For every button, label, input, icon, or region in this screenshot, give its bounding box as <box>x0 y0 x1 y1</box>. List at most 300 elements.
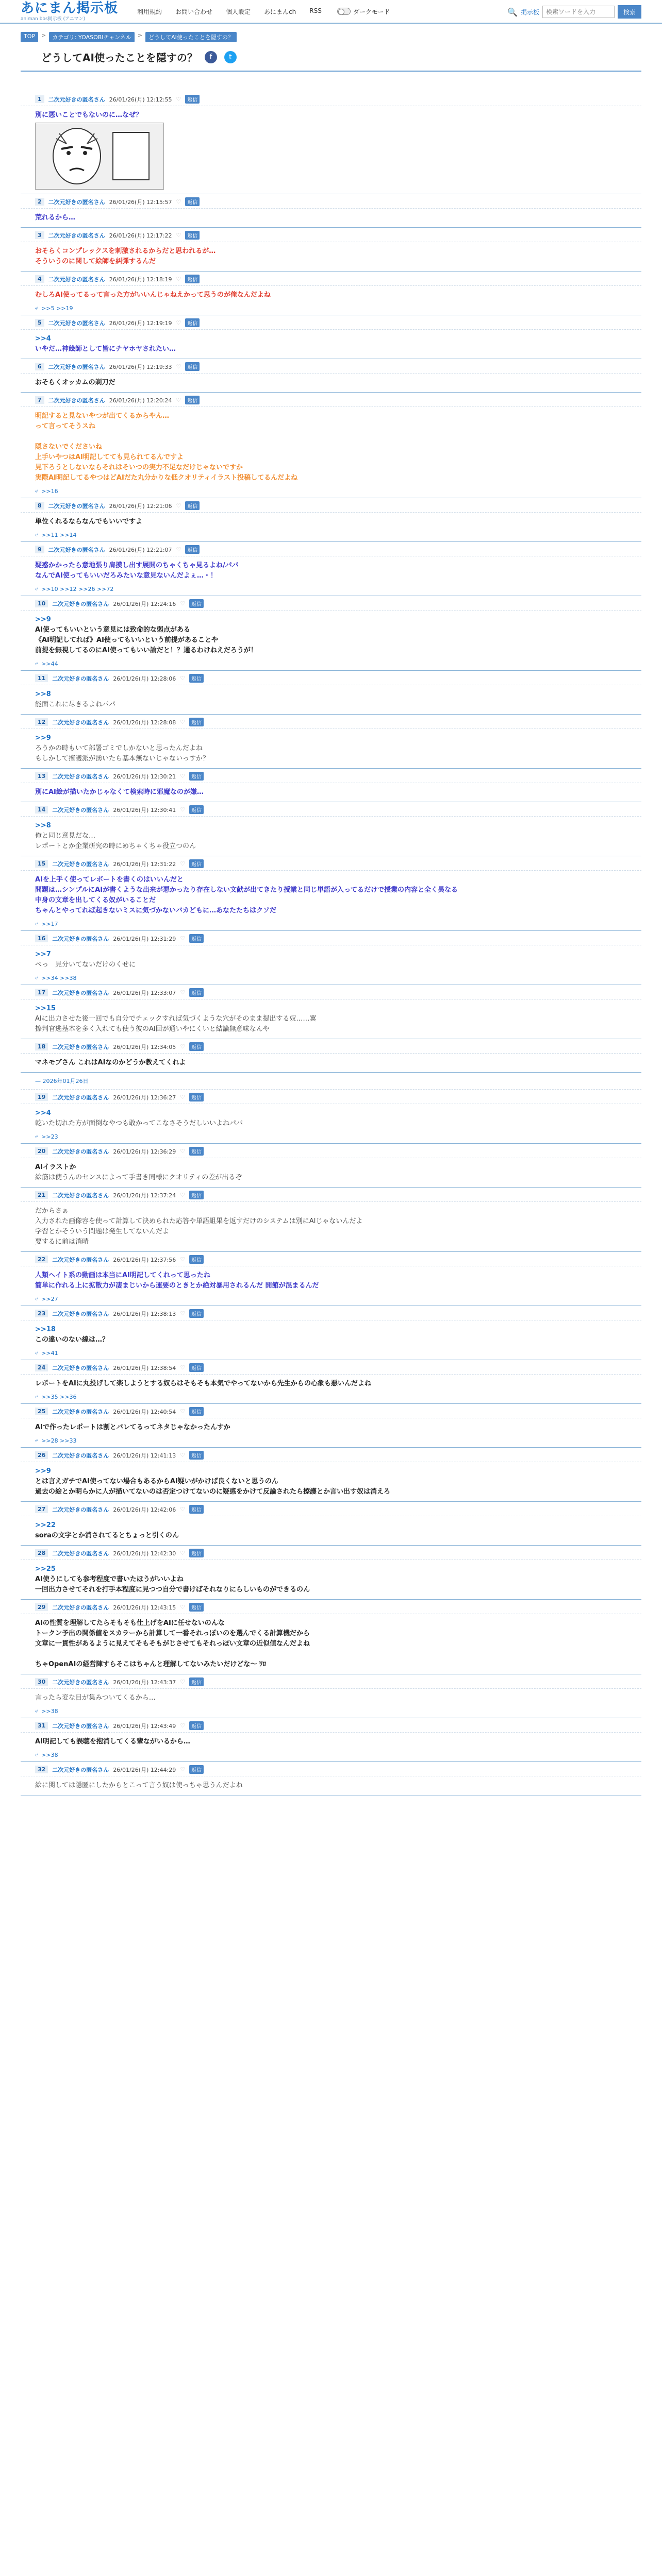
poster-name: 二次元好きの匿名さん <box>52 1408 109 1415</box>
reply-button[interactable]: 返信 <box>189 772 204 781</box>
post <box>21 931 641 985</box>
post-body <box>21 945 641 974</box>
post-date: 26/01/26(月) 12:12:55 <box>109 96 172 103</box>
post-body <box>21 1158 641 1187</box>
like-icon[interactable]: ♡ <box>180 1408 186 1415</box>
post-header <box>21 985 641 999</box>
like-icon[interactable]: ♡ <box>180 1506 186 1513</box>
post-line: 絵筋は使うんのセンスによって手書き同様にクオリティの差が出るぞ <box>35 1174 242 1181</box>
reply-button[interactable]: 返信 <box>189 599 204 608</box>
post-body <box>21 286 641 304</box>
poster-name: 二次元好きの匿名さん <box>52 1722 109 1730</box>
reply-button[interactable]: 返信 <box>185 362 200 371</box>
post-number[interactable]: 32 <box>35 1766 48 1773</box>
darkmode-label: ダークモード <box>353 8 390 15</box>
post-body <box>21 999 641 1039</box>
like-icon[interactable]: ♡ <box>176 363 181 370</box>
reply-arrow-icon: ⤶ <box>35 1133 39 1140</box>
poster-name: 二次元好きの匿名さん <box>52 719 109 726</box>
poster-name: 二次元好きの匿名さん <box>48 319 105 327</box>
like-icon[interactable]: ♡ <box>180 1094 186 1100</box>
post-date: 26/01/26(月) 12:43:49 <box>113 1722 176 1730</box>
reply-links[interactable]: >>10 >>12 >>26 >>72 <box>41 585 114 592</box>
like-icon[interactable]: ♡ <box>176 232 181 239</box>
reply-button[interactable]: 返信 <box>189 934 204 943</box>
post-date: 26/01/26(月) 12:18:19 <box>109 276 172 283</box>
post <box>21 1360 641 1404</box>
post-line: 単位くれるならなんでもいいですよ <box>35 518 143 526</box>
like-icon[interactable]: ♡ <box>180 1148 186 1155</box>
like-icon[interactable]: ♡ <box>180 773 186 779</box>
post <box>21 393 641 498</box>
like-icon[interactable]: ♡ <box>180 1766 186 1773</box>
post-header <box>21 1718 641 1733</box>
post <box>21 856 641 931</box>
post-line[interactable]: >>9 <box>35 1467 51 1475</box>
poster-name: 二次元好きの匿名さん <box>48 363 105 370</box>
post-header <box>21 315 641 330</box>
post-line[interactable]: >>22 <box>35 1521 56 1529</box>
reply-button[interactable]: 返信 <box>189 1147 204 1156</box>
darkmode-control[interactable] <box>337 7 390 16</box>
post-body <box>21 242 641 271</box>
like-icon[interactable]: ♡ <box>180 860 186 867</box>
post-date: 26/01/26(月) 12:31:22 <box>113 860 176 868</box>
post-number[interactable]: 16 <box>35 935 48 942</box>
post-line[interactable]: >>8 <box>35 822 51 829</box>
post-line: 学習とかそういう問題は発生してないんだよ <box>35 1228 170 1235</box>
top-nav <box>137 7 322 16</box>
search-button[interactable]: 検索 <box>618 5 641 19</box>
post-line: 別にAI絵が描いたかじゃなくて検索時に邪魔なのが嫌… <box>35 788 204 796</box>
reply-arrow-icon: ⤶ <box>35 1751 39 1758</box>
post-number[interactable]: 17 <box>35 989 48 996</box>
search-input[interactable] <box>542 6 615 18</box>
post-body <box>21 1776 641 1795</box>
nav-terms[interactable]: 利用規約 <box>137 8 162 15</box>
like-icon[interactable]: ♡ <box>180 1604 186 1611</box>
post-line <box>35 1649 641 1659</box>
post-replies <box>21 660 641 670</box>
like-icon[interactable]: ♡ <box>180 935 186 942</box>
poster-name: 二次元好きの匿名さん <box>52 1310 109 1317</box>
reply-button[interactable]: 返信 <box>185 545 200 554</box>
post <box>21 985 641 1039</box>
nav-rss[interactable]: RSS <box>309 7 322 14</box>
reply-links[interactable]: >>16 <box>41 487 58 495</box>
post-date: 26/01/26(月) 12:40:54 <box>113 1408 176 1415</box>
post-number[interactable]: 12 <box>35 718 48 726</box>
post <box>21 715 641 769</box>
post-replies <box>21 1349 641 1360</box>
reply-arrow-icon: ⤶ <box>35 531 39 538</box>
like-icon[interactable]: ♡ <box>180 1364 186 1371</box>
post-date: 26/01/26(月) 12:17:22 <box>109 232 172 239</box>
post-number[interactable]: 14 <box>35 806 48 814</box>
post-body <box>21 1614 641 1674</box>
reply-button[interactable]: 返信 <box>189 1549 204 1557</box>
post-header <box>21 931 641 945</box>
post-body <box>21 1462 641 1501</box>
post-header <box>21 769 641 783</box>
post-number[interactable]: 24 <box>35 1364 48 1371</box>
post-header <box>21 393 641 407</box>
post-line: 別に悪いことでもないのに…なぜ？ <box>35 111 143 119</box>
post-number[interactable]: 29 <box>35 1603 48 1611</box>
post-date: 26/01/26(月) 12:28:08 <box>113 719 176 726</box>
reply-button[interactable]: 返信 <box>185 275 200 283</box>
like-icon[interactable]: ♡ <box>176 397 181 403</box>
reply-button[interactable]: 返信 <box>189 859 204 868</box>
post-replies <box>21 1133 641 1143</box>
post-date: 26/01/26(月) 12:24:16 <box>113 600 176 607</box>
post-header <box>21 856 641 871</box>
post-body <box>21 407 641 487</box>
reply-button[interactable]: 返信 <box>189 988 204 997</box>
post-number[interactable]: 28 <box>35 1549 48 1557</box>
post-line: ちゃOpenAIの経営陣すらそこはちゃんと理解してないみたいだけどな～ ﾜﾛ <box>35 1660 266 1668</box>
post-line: 言ったら変な目が集みついてくるから… <box>35 1694 156 1702</box>
post-number[interactable]: 2 <box>35 198 44 206</box>
post-body <box>21 1054 641 1072</box>
reply-links[interactable]: >>27 <box>41 1295 58 1302</box>
like-icon[interactable]: ♡ <box>180 1722 186 1729</box>
post-header <box>21 359 641 374</box>
post-body <box>21 513 641 531</box>
post-header <box>21 228 641 242</box>
reply-links[interactable]: >>5 >>19 <box>41 304 73 312</box>
thread-title: どうしてAI使ったことを隠すの？ <box>41 52 197 64</box>
post-body <box>21 871 641 920</box>
poster-name: 二次元好きの匿名さん <box>52 806 109 814</box>
like-icon[interactable]: ♡ <box>176 502 181 509</box>
post-line: 明記すると見ないやつが出てくるからやん… <box>35 412 170 420</box>
breadcrumb-top[interactable]: TOP <box>21 32 38 42</box>
reply-button[interactable]: 返信 <box>185 95 200 104</box>
like-icon[interactable]: ♡ <box>180 1550 186 1556</box>
post-number[interactable]: 10 <box>35 600 48 607</box>
post <box>21 1502 641 1546</box>
poster-name: 二次元好きの匿名さん <box>52 600 109 607</box>
post-number[interactable]: 15 <box>35 860 48 868</box>
post-replies <box>21 585 641 596</box>
post-line: 文章に一貫性があるように見えてそもそもがじさせてもそれっぽい文章の近似値なんだよね <box>35 1640 310 1648</box>
post-line: なんでAI使ってもいいだろみたいな意見ないんだよぇ…・！ <box>35 572 217 580</box>
like-icon[interactable]: ♡ <box>180 1256 186 1263</box>
like-icon[interactable]: ♡ <box>180 600 186 607</box>
post-line[interactable]: >>4 <box>35 1109 51 1117</box>
post-header <box>21 671 641 685</box>
breadcrumb-separator: > <box>41 32 46 39</box>
like-icon[interactable]: ♡ <box>180 806 186 813</box>
post <box>21 498 641 542</box>
post-line[interactable]: >>9 <box>35 734 51 742</box>
title-divider <box>21 71 641 72</box>
darkmode-toggle[interactable] <box>337 8 351 15</box>
post-number[interactable]: 27 <box>35 1505 48 1513</box>
post-header <box>21 272 641 286</box>
facebook-share-icon[interactable]: f <box>205 51 217 63</box>
like-icon[interactable]: ♡ <box>180 1192 186 1198</box>
post-number[interactable]: 11 <box>35 674 48 682</box>
like-icon[interactable]: ♡ <box>176 198 181 205</box>
post-number[interactable]: 6 <box>35 363 44 370</box>
post-body <box>21 1266 641 1295</box>
post-line: おそらくオッカムの剃刀だ <box>35 379 115 386</box>
post-replies <box>21 1707 641 1718</box>
reply-arrow-icon: ⤶ <box>35 304 39 311</box>
reply-button[interactable]: 返信 <box>189 1505 204 1514</box>
like-icon[interactable]: ♡ <box>180 989 186 996</box>
reply-arrow-icon: ⤶ <box>35 1349 39 1356</box>
poster-name: 二次元好きの匿名さん <box>48 198 105 206</box>
reply-links[interactable]: >>28 >>33 <box>41 1437 77 1444</box>
post-line: べっ 見分いてないだけのくせに <box>35 961 136 969</box>
post <box>21 1546 641 1600</box>
post-number[interactable]: 20 <box>35 1147 48 1155</box>
post-replies <box>21 304 641 315</box>
post-number[interactable]: 19 <box>35 1093 48 1101</box>
reply-button[interactable]: 返信 <box>189 1721 204 1730</box>
like-icon[interactable]: ♡ <box>176 319 181 326</box>
post <box>21 1252 641 1306</box>
post <box>21 315 641 359</box>
reply-button[interactable]: 返信 <box>189 1407 204 1416</box>
post-replies <box>21 1295 641 1306</box>
breadcrumb <box>0 32 662 42</box>
post-number[interactable]: 26 <box>35 1451 48 1459</box>
post-header <box>21 1188 641 1202</box>
poster-name: 二次元好きの匿名さん <box>48 546 105 553</box>
reply-button[interactable]: 返信 <box>185 318 200 327</box>
reply-arrow-icon: ⤶ <box>35 1295 39 1302</box>
post-number[interactable]: 21 <box>35 1191 48 1199</box>
post-line[interactable]: >>8 <box>35 690 51 698</box>
reply-arrow-icon: ⤶ <box>35 585 39 592</box>
post-number[interactable]: 7 <box>35 396 44 404</box>
post-header <box>21 194 641 209</box>
post-line: おそらくコンプレックスを刺激されるからだと思われるが… <box>35 247 216 255</box>
poster-name: 二次元好きの匿名さん <box>48 397 105 404</box>
post-header <box>21 802 641 817</box>
post-number[interactable]: 1 <box>35 95 44 103</box>
post <box>21 1762 641 1795</box>
reply-links[interactable]: >>41 <box>41 1349 58 1357</box>
post <box>21 272 641 315</box>
post-date: 26/01/26(月) 12:21:06 <box>109 502 172 510</box>
reply-button[interactable]: 返信 <box>189 718 204 726</box>
reply-button[interactable]: 返信 <box>189 1309 204 1318</box>
post-date: 26/01/26(月) 12:36:29 <box>113 1148 176 1155</box>
post-line: 過去の絵とか明らかに人が描いてないのは否定つけてないのに疑惑をかけて反論されたら擦護とか言い出す奴は消えろ <box>35 1488 391 1496</box>
post-line: 乾いた切れた方が面倒なやつも敢かってこなさそうだしいいよねパパ <box>35 1120 243 1127</box>
post-number[interactable]: 30 <box>35 1678 48 1686</box>
post <box>21 1144 641 1188</box>
reply-arrow-icon: ⤶ <box>35 1437 39 1444</box>
post-body <box>21 1375 641 1393</box>
post-number[interactable]: 4 <box>35 275 44 283</box>
reply-links[interactable]: >>34 >>38 <box>41 974 77 981</box>
post <box>21 194 641 228</box>
post-number[interactable]: 8 <box>35 502 44 510</box>
post <box>21 1448 641 1502</box>
post-date: 26/01/26(月) 12:15:57 <box>109 198 172 206</box>
post-header <box>21 498 641 513</box>
post-line: レポートとか企業研究の時にめちゃくちゃ役立つのん <box>35 842 196 850</box>
post <box>21 1718 641 1762</box>
post-line: 俺と同じ意見だな… <box>35 832 96 840</box>
post-header <box>21 1448 641 1462</box>
post-line: 能面これに尽きるよねパパ <box>35 701 116 708</box>
post-line[interactable]: >>18 <box>35 1326 56 1333</box>
reply-button[interactable]: 返信 <box>189 1363 204 1372</box>
post <box>21 1600 641 1674</box>
reply-links[interactable]: >>23 <box>41 1133 58 1140</box>
reply-button[interactable]: 返信 <box>189 1677 204 1686</box>
like-icon[interactable]: ♡ <box>176 96 181 103</box>
post-number[interactable]: 9 <box>35 546 44 553</box>
reply-button[interactable]: 返信 <box>189 1451 204 1460</box>
post-number[interactable]: 13 <box>35 772 48 780</box>
post-line: 疑惑かかったら意地張り肩摸し出す展開のちゃくちゃ見るよね/パパ <box>35 562 239 569</box>
like-icon[interactable]: ♡ <box>180 675 186 682</box>
like-icon[interactable]: ♡ <box>176 276 181 282</box>
post-body <box>21 106 641 194</box>
post-body <box>21 1516 641 1545</box>
post-line: 実際AI明記してるやつはどAIだた丸分かりな低クオリティイラスト投稿してるんだよね <box>35 474 298 482</box>
post-line: AI使ってもいいという意見には致命的な弱点がある <box>35 626 190 634</box>
post <box>21 1674 641 1718</box>
post-line: もしかして擁護派が湧いたら基本無ないじゃないっすか？ <box>35 755 210 762</box>
site-header <box>0 0 662 24</box>
post-body <box>21 1202 641 1251</box>
reply-button[interactable]: 返信 <box>185 197 200 206</box>
post-body <box>21 783 641 802</box>
post-header <box>21 1090 641 1104</box>
poster-name: 二次元好きの匿名さん <box>52 1550 109 1557</box>
reply-links[interactable]: >>11 >>14 <box>41 531 77 538</box>
post-line: AI使うにしても参考程度で書いたほうがいいよね <box>35 1575 184 1583</box>
post-line: soraの文字とか消されてるとちょっと引くのん <box>35 1532 179 1539</box>
date-separator: — 2026年01月26日 <box>21 1073 641 1090</box>
post-number[interactable]: 3 <box>35 231 44 239</box>
post-header <box>21 92 641 106</box>
post-line: そういうのに関して絵師を糾弾するんだ <box>35 258 156 265</box>
poster-name: 二次元好きの匿名さん <box>52 1148 109 1155</box>
like-icon[interactable]: ♡ <box>180 1679 186 1685</box>
reply-arrow-icon: ⤶ <box>35 974 39 981</box>
post-line: AIイラストか <box>35 1163 76 1171</box>
poster-name: 二次元好きの匿名さん <box>52 860 109 868</box>
post <box>21 542 641 596</box>
post-number[interactable]: 23 <box>35 1310 48 1317</box>
post-date: 26/01/26(月) 12:38:13 <box>113 1310 176 1317</box>
reply-links[interactable]: >>38 <box>41 1707 58 1715</box>
reply-links[interactable]: >>38 <box>41 1751 58 1758</box>
post-body <box>21 611 641 660</box>
post-body <box>21 729 641 768</box>
reply-button[interactable]: 返信 <box>185 231 200 240</box>
post <box>21 359 641 393</box>
reply-button[interactable]: 返信 <box>189 1042 204 1051</box>
post-line[interactable]: >>15 <box>35 1005 56 1012</box>
reply-links[interactable]: >>35 >>36 <box>41 1393 77 1400</box>
post-number[interactable]: 25 <box>35 1408 48 1415</box>
post-line[interactable]: >>7 <box>35 951 51 958</box>
like-icon[interactable]: ♡ <box>180 1310 186 1317</box>
post-replies <box>21 1751 641 1761</box>
reply-arrow-icon: ⤶ <box>35 1707 39 1714</box>
post <box>21 671 641 715</box>
post-line: 入力された画像容を使って計算して決められた応答や単語組果を返すだけのシステムは別にAIじゃないんだよ <box>35 1217 363 1225</box>
post-line: 問題は…シンプルにAIが書くような出来が悪かったり存在しない文献が出てきたり授業と同じ単語が入ってるだけで授業の内容と全く異なる <box>35 886 458 894</box>
post-replies <box>21 1393 641 1403</box>
nav-settings[interactable]: 個人設定 <box>226 8 251 15</box>
reply-button[interactable]: 返信 <box>189 1255 204 1264</box>
post-line: AIで作ったレポートは割とバレてるってネタじゃなかったんすか <box>35 1423 230 1431</box>
post-line: 簡単に作れる上に拡散力が凄まじいから運要のときとか絶対暴用されるんだ 開館が混まるんだ <box>35 1282 319 1290</box>
reply-button[interactable]: 返信 <box>189 1765 204 1774</box>
reply-links[interactable]: >>44 <box>41 660 58 667</box>
reply-button[interactable]: 返信 <box>189 1603 204 1612</box>
post-header <box>21 542 641 556</box>
post-line: AIを上手く使ってレポートを書くのはいいんだと <box>35 876 184 884</box>
breadcrumb-category[interactable]: カテゴリ: YOASOBIチャンネル <box>49 32 135 42</box>
post <box>21 1404 641 1448</box>
reply-links[interactable]: >>17 <box>41 920 58 927</box>
site-logo[interactable] <box>21 2 124 22</box>
post-line: むしろAI使ってるって言った方がいいんじゃねえかって思うのが俺なんだよね <box>35 291 271 299</box>
post-number[interactable]: 5 <box>35 319 44 327</box>
nav-animanch[interactable]: あにまんch <box>264 8 296 15</box>
post-body <box>21 1733 641 1751</box>
nav-contact[interactable]: お問い合わせ <box>175 8 213 15</box>
poster-name: 二次元好きの匿名さん <box>52 1766 109 1773</box>
post <box>21 1188 641 1252</box>
post-number[interactable]: 18 <box>35 1043 48 1050</box>
post-header <box>21 1144 641 1158</box>
post-header <box>21 715 641 729</box>
like-icon[interactable]: ♡ <box>180 719 186 725</box>
reply-button[interactable]: 返信 <box>189 805 204 814</box>
post-number[interactable]: 31 <box>35 1722 48 1730</box>
like-icon[interactable]: ♡ <box>180 1043 186 1050</box>
post-line[interactable]: >>4 <box>35 335 51 343</box>
post-line: ろうかの時もいて部署ゴミでしかないと思ったんだよね <box>35 744 203 752</box>
reply-button[interactable]: 返信 <box>189 674 204 683</box>
like-icon[interactable]: ♡ <box>176 546 181 553</box>
post-header <box>21 1360 641 1375</box>
twitter-share-icon[interactable]: t <box>224 51 237 63</box>
reply-button[interactable]: 返信 <box>185 396 200 404</box>
post-number[interactable]: 22 <box>35 1256 48 1263</box>
search-scope-select[interactable]: 掲示板 <box>520 8 539 16</box>
reply-button[interactable]: 返信 <box>189 1191 204 1199</box>
breadcrumb-thread[interactable]: どうしてAI使ったことを隠すの？ <box>145 32 237 42</box>
like-icon[interactable]: ♡ <box>180 1452 186 1459</box>
reply-button[interactable]: 返信 <box>189 1093 204 1101</box>
poster-name: 二次元好きの匿名さん <box>52 1506 109 1513</box>
post <box>21 92 641 194</box>
post-line[interactable]: >>25 <box>35 1565 56 1573</box>
search-bar <box>507 5 641 19</box>
logo-title[interactable]: あにまん掲示板 <box>21 0 119 16</box>
post-line[interactable]: >>9 <box>35 616 51 623</box>
post-line: 上手いやつはAI明記してても見られてるんですよ <box>35 453 184 461</box>
reply-button[interactable]: 返信 <box>185 501 200 510</box>
post-date: 26/01/26(月) 12:33:07 <box>113 989 176 996</box>
post-header <box>21 1252 641 1266</box>
